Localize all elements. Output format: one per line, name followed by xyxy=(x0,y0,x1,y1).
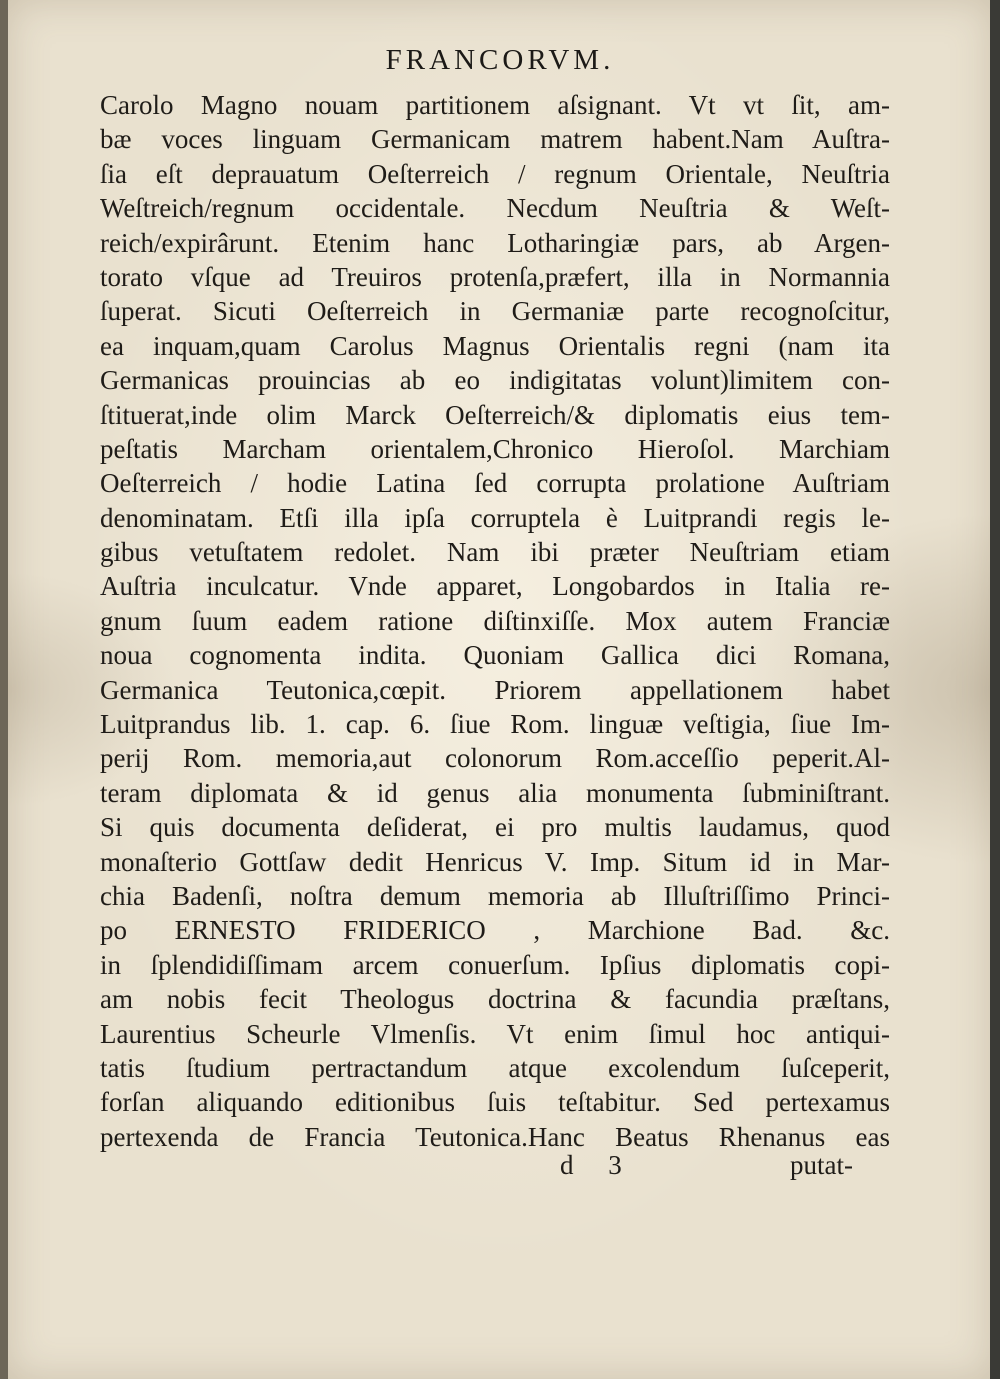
text-line: reich/expirârunt. Etenim hanc Lotharingiæ pars, ab Argen- xyxy=(100,227,890,258)
text-line: Oeſterreich / hodie Latina ſed corrupta prolatione Auſtriam xyxy=(100,468,890,499)
text-line: Germanicas prouincias ab eo indigitatas volunt)limitem con- xyxy=(100,365,890,396)
text-line: denominatam. Etſi illa ipſa corruptela è Luitprandi regis le- xyxy=(100,502,890,533)
running-head: FRANCORVM. xyxy=(385,44,615,76)
text-line: Auſtria inculcatur. Vnde apparet, Longobardos in Italia re- xyxy=(100,571,890,602)
page-footer xyxy=(0,1150,1000,1190)
text-line: chia Badenſi, noſtra demum memoria ab Illuſtriſſimo Princi- xyxy=(100,880,890,911)
text-line: ſia eſt deprauatum Oeſterreich / regnum Orientale, Neuſtria xyxy=(100,158,890,189)
text-line: ſtituerat,inde olim Marck Oeſterreich/& diplomatis eius tem- xyxy=(100,399,890,430)
catchword: putat- xyxy=(790,1150,853,1180)
text-line: torato vſque ad Treuiros protenſa,præfert, illa in Normannia xyxy=(100,261,890,292)
text-line: forſan aliquando editionibus ſuis teſtabitur. Sed pertexamus xyxy=(100,1087,890,1118)
text-line: gibus vetuſtatem redolet. Nam ibi præter Neuſtriam etiam xyxy=(100,537,890,568)
text-line: peſtatis Marcham orientalem,Chronico Hieroſol. Marchiam xyxy=(100,433,890,464)
text-line: tatis ſtudium pertractandum atque excolendum ſuſceperit, xyxy=(100,1052,890,1083)
text-line: perij Rom. memoria,aut colonorum Rom.acceſſio peperit.Al- xyxy=(100,743,890,774)
text-line: teram diplomata & id genus alia monumenta ſubminiſtrant. xyxy=(100,777,890,808)
body-text xyxy=(100,88,890,1154)
signature-mark: d 3 xyxy=(560,1150,636,1180)
text-line: pertexenda de Francia Teutonica.Hanc Beatus Rhenanus eas xyxy=(100,1121,890,1152)
text-line: noua cognomenta indita. Quoniam Gallica dici Romana, xyxy=(100,640,890,671)
text-line: bæ voces linguam Germanicam matrem habent.Nam Auſtra- xyxy=(100,124,890,155)
text-line: Laurentius Scheurle Vlmenſis. Vt enim ſimul hoc antiqui- xyxy=(100,1018,890,1049)
text-line: Luitprandus lib. 1. cap. 6. ſiue Rom. linguæ veſtigia, ſiue Im- xyxy=(100,709,890,740)
text-line: po ERNESTO FRIDERICO , Marchione Bad. &c. xyxy=(100,915,890,946)
text-line: monaſterio Gottſaw dedit Henricus V. Imp. Situm id in Mar- xyxy=(100,846,890,877)
text-line: Carolo Magno nouam partitionem aſsignant. Vt vt ſit, am- xyxy=(100,90,890,120)
text-line: in ſplendidiſſimam arcem conuerſum. Ipſius diplomatis copi- xyxy=(100,949,890,980)
text-line: Germanica Teutonica,cœpit. Priorem appellationem habet xyxy=(100,674,890,705)
text-line: Weſtreich/regnum occidentale. Necdum Neuſtria & Weſt- xyxy=(100,193,890,224)
text-line: am nobis fecit Theologus doctrina & facundia præſtans, xyxy=(100,984,890,1015)
text-line: ea inquam,quam Carolus Magnus Orientalis regni (nam ita xyxy=(100,330,890,361)
text-line: Si quis documenta deſiderat, ei pro multis laudamus, quod xyxy=(100,812,890,843)
text-line: ſuperat. Sicuti Oeſterreich in Germaniæ parte recognoſcitur, xyxy=(100,296,890,327)
text-line: gnum ſuum eadem ratione diſtinxiſſe. Mox autem Franciæ xyxy=(100,605,890,636)
